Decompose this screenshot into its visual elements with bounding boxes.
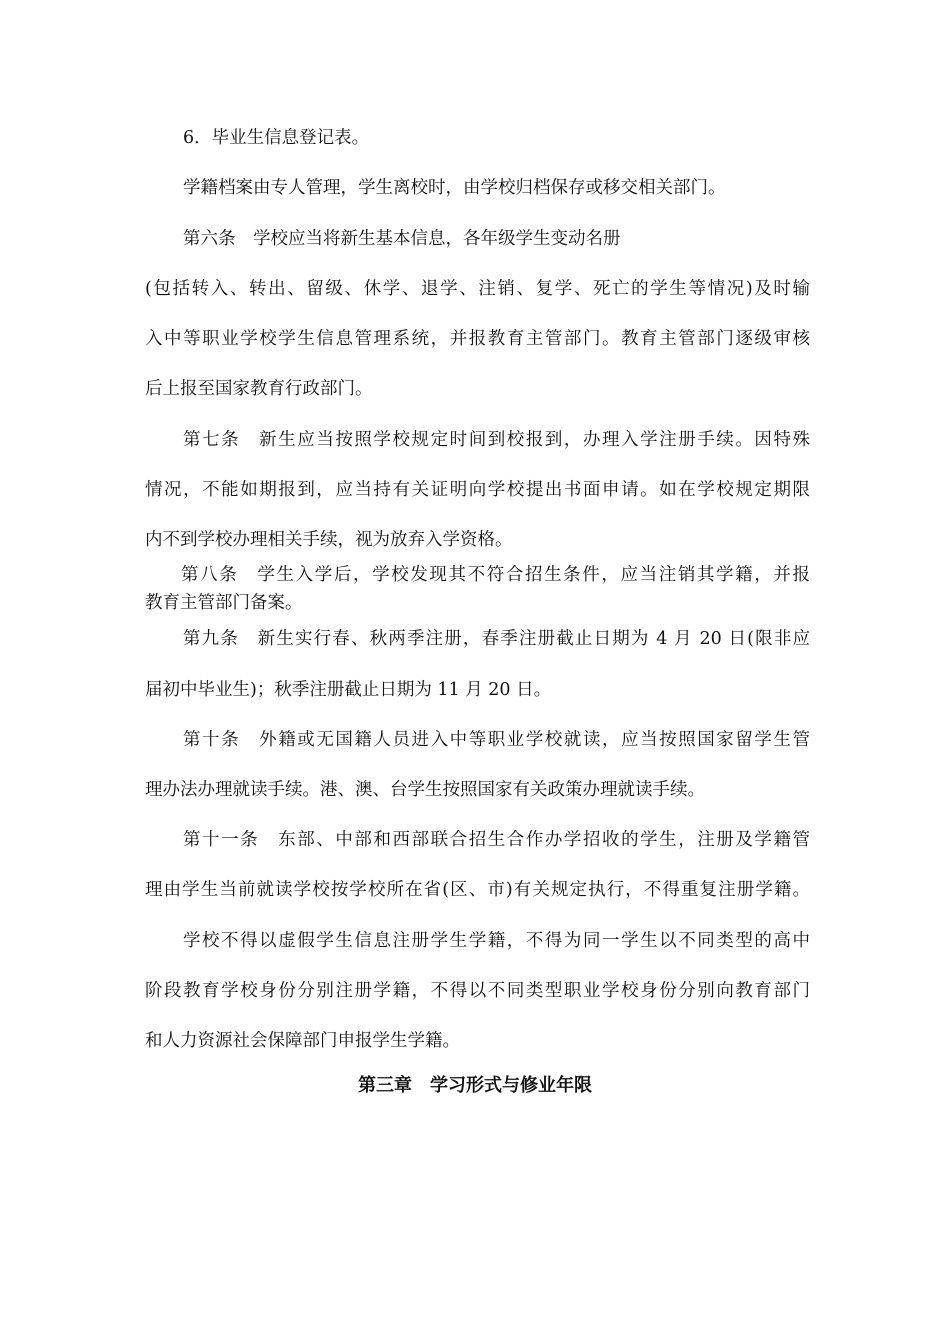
paragraph-line: 内不到学校办理相关手续，视为放弃入学资格。 [145,530,513,550]
paragraph-line: 教育主管部门备案。 [145,593,303,613]
paragraph-line: 第十一条 东部、中部和西部联合招生合作办学招收的学生，注册及学籍管 [183,830,810,850]
chapter-heading: 第三章 学习形式与修业年限 [358,1075,592,1096]
paragraph-line: 理办法办理就读手续。港、澳、台学生按照国家有关政策办理就读手续。 [145,780,705,800]
paragraph-line: (包括转入、转出、留级、休学、退学、注销、复学、死亡的学生等情况)及时输 [145,279,810,299]
paragraph-line: 后上报至国家教育行政部门。 [145,379,373,399]
paragraph-line: 第八条 学生入学后，学校发现其不符合招生条件，应当注销其学籍，并报 [181,565,810,585]
paragraph-line: 第十条 外籍或无国籍人员进入中等职业学校就读，应当按照国家留学生管 [183,730,810,750]
paragraph-line: 6．毕业生信息登记表。 [183,128,370,148]
paragraph-line: 第七条 新生应当按照学校规定时间到校报到，办理入学注册手续。因特殊 [183,430,810,450]
paragraph-line: 理由学生当前就读学校按学校所在省(区、市)有关规定执行，不得重复注册学籍。 [145,880,810,900]
paragraph-line: 学籍档案由专人管理，学生离校时，由学校归档保存或移交相关部门。 [183,178,726,198]
paragraph-line: 入中等职业学校学生信息管理系统，并报教育主管部门。教育主管部门逐级审核 [145,329,810,349]
paragraph-line: 阶段教育学校身份分别注册学籍，不得以不同类型职业学校身份分别向教育部门 [145,981,810,1001]
paragraph-line: 第六条 学校应当将新生基本信息，各年级学生变动名册 [183,229,621,249]
paragraph-line: 情况，不能如期报到，应当持有关证明向学校提出书面申请。如在学校规定期限 [145,480,810,500]
paragraph-line: 第九条 新生实行春、秋两季注册，春季注册截止日期为 4 月 20 日(限非应 [183,629,810,649]
paragraph-line: 学校不得以虚假学生信息注册学生学籍，不得为同一学生以不同类型的高中 [183,931,810,951]
paragraph-line: 和人力资源社会保障部门申报学生学籍。 [145,1031,460,1051]
paragraph-line: 届初中毕业生)；秋季注册截止日期为 11 月 20 日。 [145,680,552,700]
